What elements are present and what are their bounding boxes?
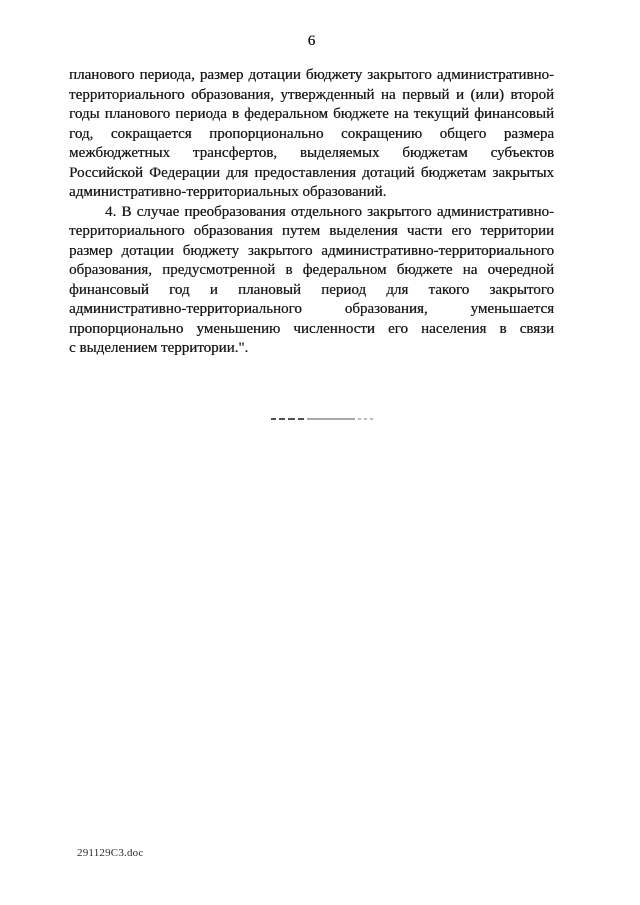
text-line: территориального образования путем выделения части его территории (69, 223, 554, 239)
text-line: размер дотации бюджету закрытого административно-территориального (69, 242, 554, 259)
separator-dash (271, 418, 276, 420)
page-number: 6 (307, 33, 316, 49)
separator-dash (279, 418, 285, 420)
footer-filename: 291129C3.doc (77, 847, 144, 859)
text-line: административно-территориального образования, уменьшается (69, 301, 554, 317)
text-line: 4. В случае преобразования отдельного закрытого административно- (105, 203, 554, 220)
document-body (69, 66, 554, 359)
text-line: пропорционально уменьшению численности его населения в связи (69, 320, 554, 337)
separator-tick (370, 418, 373, 420)
text-line: образования, предусмотренной в федеральном бюджете на очередной (69, 262, 554, 278)
separator-tick (364, 418, 367, 420)
separator-dash (298, 418, 304, 420)
text-line: год, сокращается пропорционально сокращению общего размера (69, 125, 554, 142)
text-line: планового периода, размер дотации бюджету закрытого административно- (69, 67, 554, 83)
separator-bar (307, 418, 355, 420)
text-line: Российской Федерации для предоставления дотаций бюджетам закрытых (69, 164, 554, 181)
text-line: территориального образования, утвержденный на первый и (или) второй (69, 86, 554, 103)
section-separator (271, 417, 376, 420)
text-line: межбюджетных трансфертов, выделяемых бюджетам субъектов (69, 145, 554, 161)
text-line: с выделением территории.". (69, 340, 249, 356)
text-line: годы планового периода в федеральном бюджете на текущий финансовый (69, 106, 554, 122)
text-line: административно-территориальных образований. (69, 184, 387, 200)
text-line: финансовый год и плановый период для такого закрытого (69, 281, 554, 298)
separator-dash (288, 418, 295, 420)
separator-tick (358, 418, 361, 420)
